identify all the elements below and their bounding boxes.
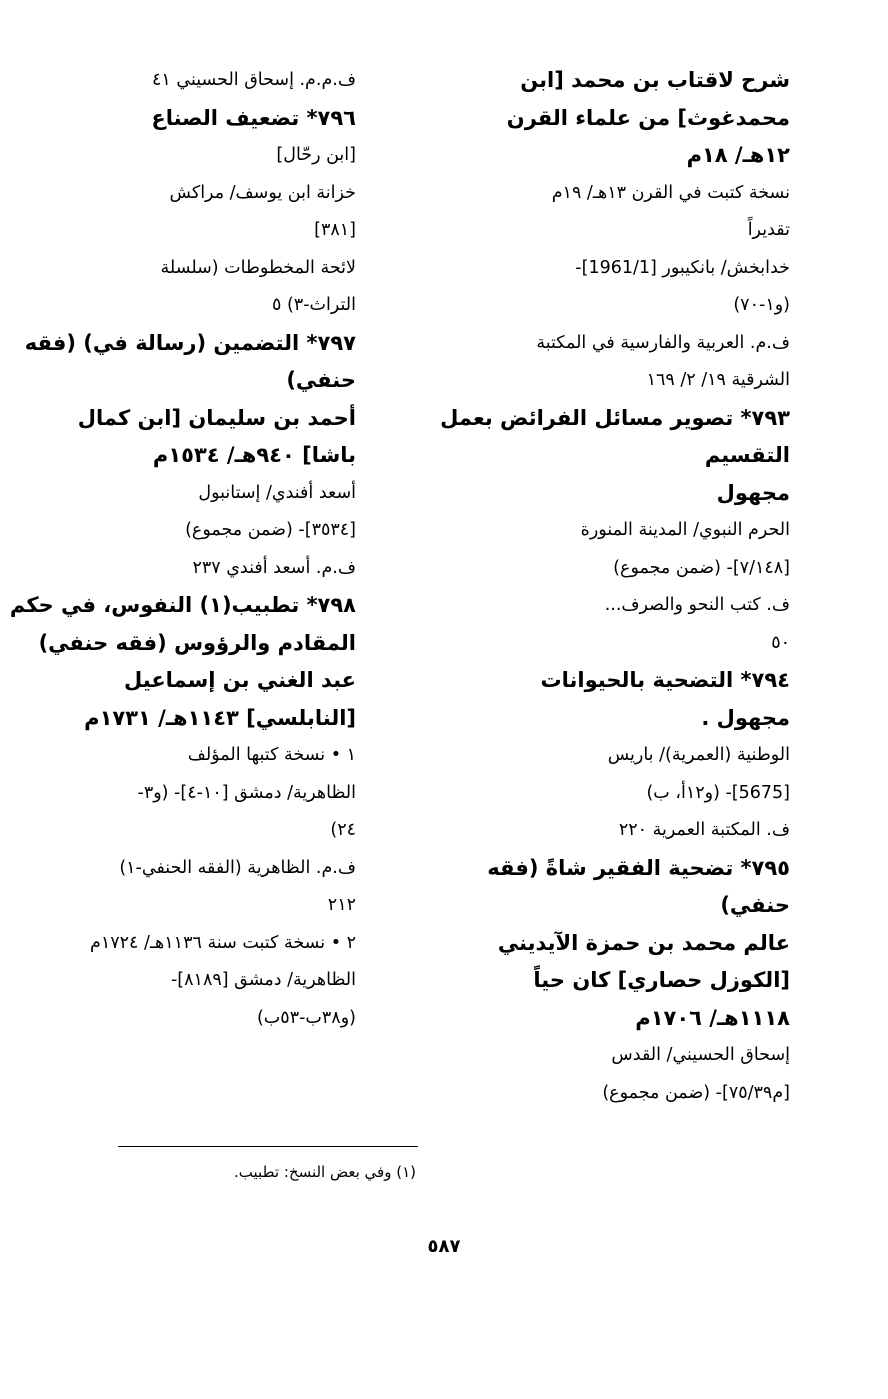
entry-detail-line: نسخة كتبت في القرن ١٣هـ/ ١٩م bbox=[551, 182, 790, 203]
entry-detail-line: [٧/١٤٨]- (ضمن مجموع) bbox=[613, 557, 790, 578]
entry-heading-line: التقسيم bbox=[704, 443, 790, 467]
entry-heading-line: [الكوزل حصاري] كان حياً bbox=[533, 968, 790, 992]
footnote: (١) وفي بعض النسخ: تطبيب. bbox=[234, 1163, 416, 1181]
entry-heading-line: حنفي) bbox=[720, 893, 790, 917]
entry-heading-line: ٧٩٥* تضحية الفقير شاةً (فقه bbox=[487, 855, 790, 880]
entry-heading-line: ٧٩٦* تضعيف الصناع bbox=[151, 105, 356, 130]
entry-detail-line: [٣٨١] bbox=[314, 220, 356, 240]
right-column bbox=[412, 62, 790, 1112]
entry-detail-line: الحرم النبوي/ المدينة المنورة bbox=[580, 520, 790, 540]
entry-detail-line: التراث-٣) ٥ bbox=[272, 295, 356, 315]
entry-detail-line: الظاهرية/ دمشق [١٠-٤]- (و٣- bbox=[137, 782, 356, 803]
entry-detail-line: خزانة ابن يوسف/ مراكش bbox=[169, 182, 356, 203]
entry-heading-line: محمدغوث] من علماء القرن bbox=[506, 105, 790, 130]
left-column bbox=[9, 62, 356, 1037]
entry-heading-line: ٧٩٤* التضحية بالحيوانات bbox=[540, 668, 790, 692]
entry-detail-line: الشرقية ١٩/ ٢/ ١٦٩ bbox=[646, 370, 790, 390]
entry-detail-line: [5675]- (و١٢أ، ب) bbox=[646, 782, 790, 803]
entry-detail-line: ف.م. أسعد أفندي ٢٣٧ bbox=[192, 557, 356, 578]
entry-detail-line: ف. المكتبة العمرية ٢٢٠ bbox=[618, 820, 790, 840]
entry-detail-line: ف.م.م. إسحاق الحسيني ٤١ bbox=[152, 70, 356, 90]
entry-heading-line: ١٢هـ/ ١٨م bbox=[686, 143, 790, 167]
entry-heading-line: مجهول . bbox=[701, 705, 790, 730]
entry-heading-line: [النابلسي] ١١٤٣هـ/ ١٧٣١م bbox=[84, 705, 356, 730]
entry-detail-line: الوطنية (العمرية)/ باريس bbox=[607, 745, 790, 765]
entry-heading-line: ١١١٨هـ/ ١٧٠٦م bbox=[635, 1005, 790, 1030]
entry-heading-line: عبد الغني بن إسماعيل bbox=[124, 668, 356, 692]
entry-detail-line: الظاهرية/ دمشق [٨١٨٩]- bbox=[170, 970, 356, 990]
entry-detail-line: ف.م. العربية والفارسية في المكتبة bbox=[536, 332, 790, 353]
entry-heading-line: مجهول bbox=[716, 480, 790, 505]
entry-heading-line: حنفي) bbox=[286, 368, 356, 392]
entry-detail-line: ٢١٢ bbox=[327, 895, 356, 915]
entry-detail-line: تقديراً bbox=[747, 220, 790, 240]
entry-heading-line: المقادم والرؤوس (فقه حنفي) bbox=[38, 630, 356, 655]
entry-detail-line: خدابخش/ بانكيبور [1961/1]- bbox=[575, 257, 790, 278]
entry-detail-line: أسعد أفندي/ إستانبول bbox=[198, 482, 356, 503]
footnote-divider bbox=[118, 1146, 418, 1147]
entry-detail-line: [م٧٥/٣٩]- (ضمن مجموع) bbox=[602, 1082, 790, 1103]
entry-detail-line: [ابن رحّال] bbox=[276, 145, 356, 165]
entry-heading-line: شرح لاقتاب بن محمد [ابن bbox=[520, 68, 790, 92]
entry-detail-line: ٢٤) bbox=[330, 820, 356, 840]
entry-detail-line: ٢ • نسخة كتبت سنة ١١٣٦هـ/ ١٧٢٤م bbox=[90, 932, 356, 953]
entry-detail-line: لائحة المخطوطات (سلسلة bbox=[160, 257, 356, 278]
entry-heading-line: باشا] ٩٤٠هـ/ ١٥٣٤م bbox=[152, 443, 356, 467]
entry-detail-line: (و١-٧٠) bbox=[733, 295, 790, 315]
entry-heading-line: عالم محمد بن حمزة الآيديني bbox=[497, 930, 790, 955]
entry-detail-line: ف.م. الظاهرية (الفقه الحنفي-١) bbox=[119, 857, 356, 878]
entry-heading-line: أحمد بن سليمان [ابن كمال bbox=[77, 405, 356, 430]
entry-detail-line: (و٣٨ب-٥٣ب) bbox=[256, 1007, 356, 1028]
entry-heading-line: ٧٩٣* تصوير مسائل الفرائض بعمل bbox=[440, 405, 790, 430]
entry-heading-line: ٧٩٧* التضمين (رسالة في) (فقه bbox=[24, 330, 356, 355]
entry-heading-line: ٧٩٨* تطبيب(١) النفوس، في حكم bbox=[9, 593, 356, 617]
entry-detail-line: ٥٠ bbox=[771, 632, 790, 653]
entry-detail-line: [٣٥٣٤]- (ضمن مجموع) bbox=[185, 520, 356, 540]
entry-detail-line: ١ • نسخة كتبها المؤلف bbox=[187, 745, 356, 765]
page-number: ٥٨٧ bbox=[427, 1236, 461, 1257]
entry-detail-line: إسحاق الحسيني/ القدس bbox=[611, 1045, 790, 1065]
entry-detail-line: ف. كتب النحو والصرف... bbox=[604, 595, 790, 615]
